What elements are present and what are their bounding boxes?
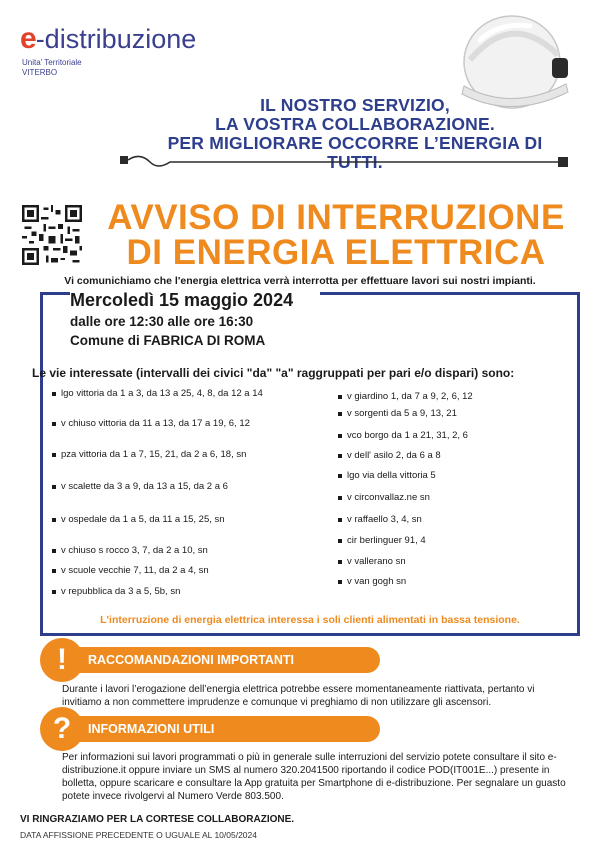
slogan-line-2: LA VOSTRA COLLABORAZIONE.: [215, 114, 495, 134]
interruption-date: Mercoledì 15 maggio 2024: [70, 290, 294, 310]
list-item: v van gogh sn: [338, 576, 568, 588]
unit-city: VITERBO: [22, 68, 58, 77]
list-item: v sorgenti da 5 a 9, 13, 21: [338, 408, 568, 420]
posting-date: DATA AFFISSIONE PRECEDENTE O UGUALE AL 10/05/2024: [20, 830, 257, 840]
plug-wire-icon: [120, 148, 570, 172]
streets-heading: Le vie interessate (intervalli dei civici "da" "a" raggruppati per pari e/o dispari) sono:: [32, 366, 515, 380]
intro-text: Vi comunichiamo che l'energia elettrica verrà interrotta per effettuare lavori sui nostri impianti.: [64, 275, 536, 287]
question-icon: [40, 707, 84, 751]
title-line-2: DI ENERGIA ELETTRICA: [126, 233, 546, 272]
unit-label: Unita' Territoriale: [22, 58, 82, 67]
box-border-top-left: [40, 292, 70, 295]
list-item: v scuole vecchie 7, 11, da 2 a 4, sn: [52, 565, 272, 577]
warning-icon: [40, 638, 84, 682]
title-line-1: AVVISO DI INTERRUZIONE: [107, 198, 565, 237]
question-icon-glyph: ?: [52, 712, 72, 745]
list-item: cir berlinguer 91, 4: [338, 535, 568, 547]
brand-logo: [20, 24, 196, 54]
list-item: lgo vittoria da 1 a 3, da 13 a 25, 4, 8, da 12 a 14: [52, 388, 272, 400]
thanks-line: VI RINGRAZIAMO PER LA CORTESE COLLABORAZIONE.: [20, 814, 295, 825]
list-item: v dell' asilo 2, da 6 a 8: [338, 450, 568, 462]
low-voltage-note: L'interruzione di energia elettrica interessa i soli clienti alimentati in bassa tensione.: [100, 614, 520, 626]
list-item: v circonvallaz.ne sn: [338, 492, 568, 504]
list-item: v raffaello 3, 4, sn: [338, 514, 568, 526]
list-item: v chiuso vittoria da 11 a 13, da 17 a 19, 6, 12: [52, 418, 272, 430]
territorial-unit: [22, 58, 82, 78]
logo-wordmark: -distribuzione: [35, 24, 197, 54]
recommendations-header: RACCOMANDAZIONI IMPORTANTI: [62, 647, 380, 673]
list-item: pza vittoria da 1 a 7, 15, 21, da 2 a 6, 18, sn: [52, 449, 272, 461]
list-item: v repubblica da 3 a 5, 5b, sn: [52, 586, 272, 598]
info-text: Per informazioni sui lavori programmati o più in generale sulle interruzioni del servizio potete consultare il sito e-distribuzione.it oppure inviare un SMS al numero 320.2041500 riportando il codice POD(IT001E...) presente in bolletta, oppure scaricare e consultare la App gratuita per Smartphone di e-distribuzione. Per segnalare un guasto potete invece rivolgervi al Numero Verde 803.500.: [62, 752, 566, 802]
warning-icon-glyph: !: [57, 643, 67, 676]
box-border-top-right: [320, 292, 580, 295]
slogan-line-3: PER MIGLIORARE OCCORRE L’ENERGIA DI TUTTI.: [167, 133, 543, 172]
list-item: v chiuso s rocco 3, 7, da 2 a 10, sn: [52, 545, 272, 557]
list-item: vco borgo da 1 a 21, 31, 2, 6: [338, 430, 568, 442]
slogan-line-1: IL NOSTRO SERVIZIO,: [260, 95, 450, 115]
list-item: v giardino 1, da 7 a 9, 2, 6, 12: [338, 391, 568, 403]
list-item: v ospedale da 1 a 5, da 11 a 15, 25, sn: [52, 514, 272, 526]
info-header: INFORMAZIONI UTILI: [62, 716, 380, 742]
logo-e-mark: e: [20, 22, 36, 55]
qr-code[interactable]: [22, 205, 82, 265]
interruption-comune: Comune di FABRICA DI ROMA: [70, 333, 266, 348]
list-item: v scalette da 3 a 9, da 13 a 15, da 2 a 6: [52, 481, 272, 493]
recommendations-text: Durante i lavori l’erogazione dell’energia elettrica potrebbe essere momentaneamente riattivata, pertanto vi invitiamo a non commettere imprudenze e comunque vi preghiamo di non utilizzare gli ascensori.: [62, 684, 535, 708]
list-item: v vallerano sn: [338, 556, 568, 568]
notice-title: [96, 200, 576, 270]
interruption-hours: dalle ore 12:30 alle ore 16:30: [70, 314, 254, 329]
list-item: lgo via della vittoria 5: [338, 470, 568, 482]
